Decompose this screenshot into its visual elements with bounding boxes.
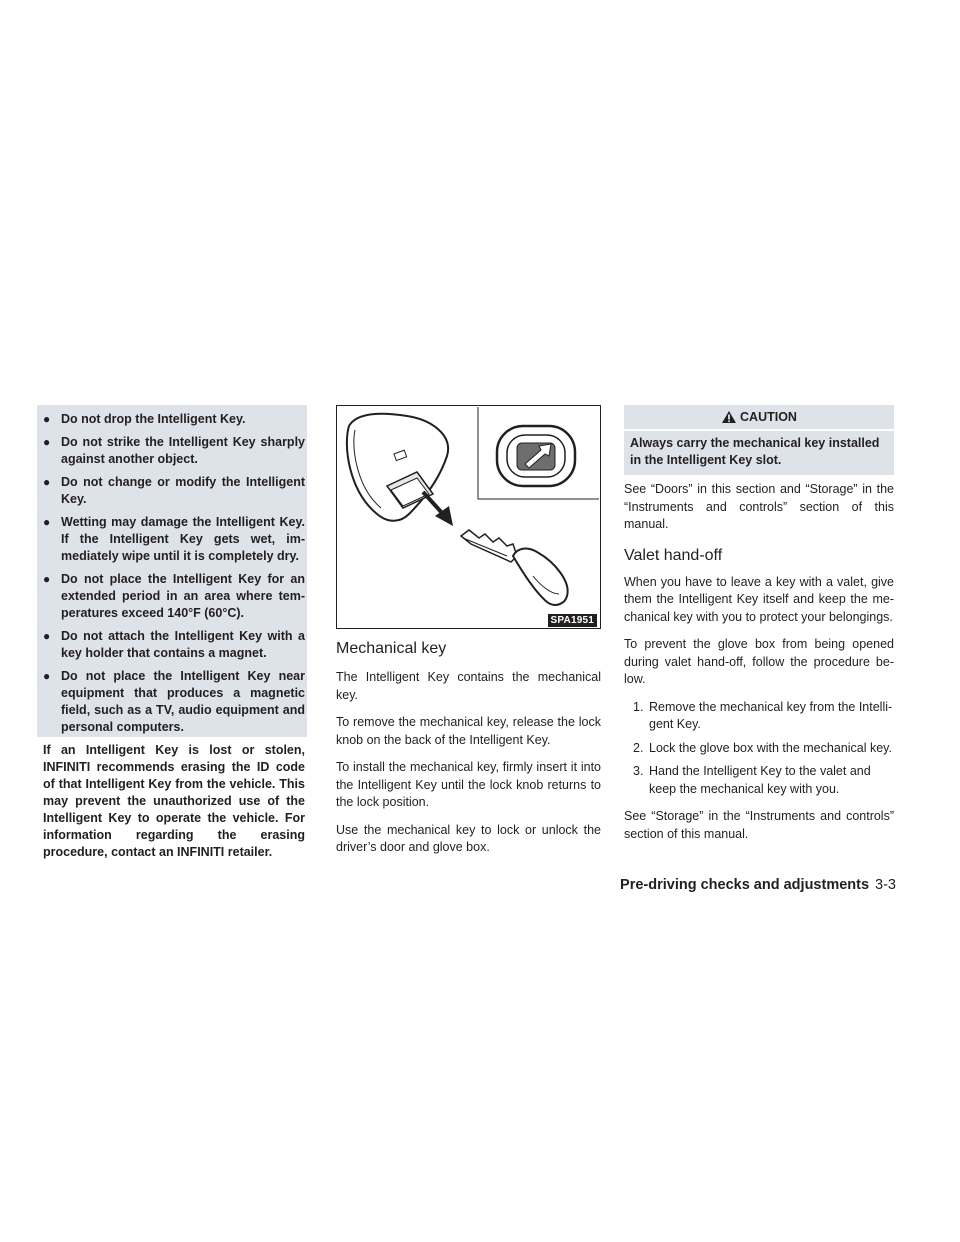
caution-header [624, 405, 894, 431]
bullet-icon: ● [43, 412, 51, 426]
warning-item: ● Do not drop the Intelligent Key. [43, 412, 246, 426]
warning-triangle-icon [721, 410, 737, 424]
mechanical-key [461, 530, 568, 605]
paragraph: See “Storage” in the “Instruments and controls” section of this manual. [624, 809, 894, 841]
warning-item: ● Do not attach the Intelligent Key with a key holder that contains a magnet. [43, 629, 305, 660]
figure-label: SPA1951 [548, 614, 597, 627]
list-item: 1. Remove the mechanical key from the Intelli-gent Key. [633, 699, 893, 731]
paragraph: To remove the mechanical key, release the lock knob on the back of the Intelligent Key. [336, 715, 601, 747]
mechanical-key-body [336, 669, 601, 857]
intelligent-key-diagram [337, 406, 600, 628]
bullet-icon: ● [43, 515, 51, 529]
bullet-icon: ● [43, 629, 51, 643]
valet-steps [624, 699, 894, 799]
mechanical-key-column [336, 405, 601, 867]
section-heading-valet: Valet hand-off [624, 546, 723, 564]
paragraph: Use the mechanical key to lock or unlock the driver’s door and glove box. [336, 822, 601, 854]
key-illustration [336, 405, 601, 629]
paragraph: When you have to leave a key with a valet, give them the Intelligent Key itself and keep the me-chanical key with you to protect your belongings. [624, 574, 894, 624]
paragraph: See “Doors” in this section and “Storage” in the “Instruments and controls” section of this manual. [624, 482, 894, 531]
warning-box [37, 405, 307, 859]
warning-item: ● Do not place the Intelligent Key near equipment that produces a magnetic field, such as a TV, audio equipment and personal computers. [43, 669, 305, 734]
list-item: 3. Hand the Intelligent Key to the valet and keep the mechanical key with you. [633, 764, 871, 796]
pull-arrow [423, 492, 453, 526]
page-number: 3-3 [875, 877, 896, 893]
caution-box [624, 405, 894, 475]
lost-key-paragraph: If an Intelligent Key is lost or stolen, INFINITI recommends erasing the ID code of that Intelligent Key from the vehicle. This may prevent the unauthorized use of the Intelligent Key to operate the vehicle. For information regarding the erasing procedure, contact an INFINITI retailer. [43, 743, 305, 859]
warning-list [43, 411, 307, 736]
paragraph: To prevent the glove box from being opened during valet hand-off, follow the procedure be-low. [624, 637, 894, 686]
paragraph: To install the mechanical key, firmly insert it into the Intelligent Key until the lock knob returns to the lock position. [336, 760, 601, 809]
bullet-icon: ● [43, 475, 51, 489]
bullet-icon: ● [43, 435, 51, 449]
paragraph: The Intelligent Key contains the mechanical key. [336, 670, 601, 702]
footer-title: Pre-driving checks and adjustments [620, 877, 870, 893]
bullet-icon: ● [43, 669, 51, 683]
valet-column [624, 405, 894, 853]
valet-body [624, 481, 894, 843]
caution-text: Always carry the mechanical key installed in the Intelligent Key slot. [630, 436, 880, 467]
warning-item: ● Do not change or modify the Intelligent Key. [43, 475, 305, 506]
section-heading-mechanical-key: Mechanical key [336, 640, 447, 657]
caution-title: CAUTION [740, 410, 797, 424]
release-knob-inset [497, 426, 575, 486]
warning-item: ● Do not place the Intelligent Key for an extended period in an area where tem-peratures exceed 140°F (60°C). [43, 572, 305, 620]
list-item: 2. Lock the glove box with the mechanical key. [633, 740, 892, 755]
page-footer [620, 877, 896, 893]
bullet-icon: ● [43, 572, 51, 586]
warning-item: ● Wetting may damage the Intelligent Key. If the Intelligent Key gets wet, im-mediately wipe until it is completely dry. [43, 515, 305, 563]
warning-item: ● Do not strike the Intelligent Key sharply against another object. [43, 435, 305, 466]
